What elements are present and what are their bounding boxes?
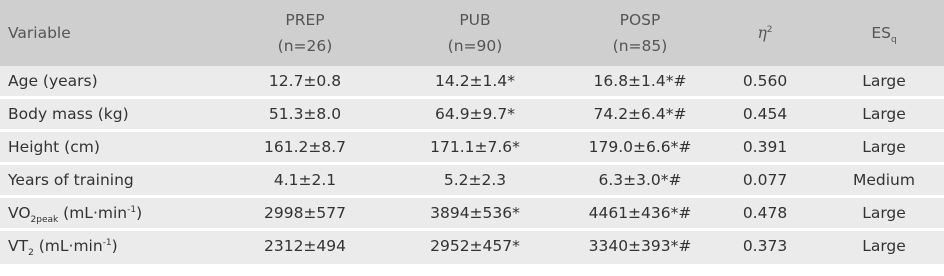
table-header bbox=[0, 0, 944, 66]
header-variable-label: Variable bbox=[8, 24, 71, 42]
cell-eta: 0.560 bbox=[742, 72, 788, 90]
es-text: ES bbox=[871, 24, 891, 42]
cell-prep: 2312±494 bbox=[263, 237, 347, 255]
es-subscript: q bbox=[890, 35, 897, 46]
header-eta-label bbox=[757, 20, 772, 46]
row-label: Height (cm) bbox=[8, 138, 100, 156]
header-posp-n: (n=85) bbox=[612, 37, 668, 55]
row-label: Age (years) bbox=[8, 72, 98, 90]
header-pub-n: (n=90) bbox=[447, 37, 503, 55]
header-posp bbox=[560, 0, 720, 66]
cell-es: Medium bbox=[853, 171, 915, 189]
cell-posp: 16.8±1.4*# bbox=[593, 72, 687, 90]
table-row bbox=[0, 99, 944, 132]
cell-eta: 0.077 bbox=[742, 171, 788, 189]
table-row bbox=[0, 198, 944, 231]
cell-es: Large bbox=[862, 204, 906, 222]
cell-prep: 2998±577 bbox=[263, 204, 347, 222]
cell-pub: 64.9±9.7* bbox=[435, 105, 515, 123]
row-label bbox=[8, 231, 118, 261]
table-row bbox=[0, 132, 944, 165]
cell-posp: 179.0±6.6*# bbox=[588, 138, 692, 156]
label-subscript: 2 bbox=[28, 248, 34, 259]
header-eta-squared bbox=[730, 0, 800, 66]
cell-prep: 4.1±2.1 bbox=[273, 171, 337, 189]
cell-posp: 6.3±3.0*# bbox=[598, 171, 682, 189]
label-superscript: -1 bbox=[127, 204, 137, 215]
cell-posp: 3340±393*# bbox=[588, 237, 692, 255]
label-unit: (mL·min bbox=[58, 204, 128, 222]
label-text: VO bbox=[8, 204, 31, 222]
cell-pub: 3894±536* bbox=[430, 204, 520, 222]
cell-eta: 0.454 bbox=[742, 105, 788, 123]
cell-pub: 14.2±1.4* bbox=[435, 72, 515, 90]
label-unit: (mL·min bbox=[33, 237, 103, 255]
header-pub bbox=[410, 0, 540, 66]
cell-posp: 74.2±6.4*# bbox=[593, 105, 687, 123]
header-prep-label: PREP bbox=[285, 11, 325, 29]
cell-es: Large bbox=[862, 138, 906, 156]
cell-eta: 0.373 bbox=[742, 237, 788, 255]
cell-pub: 171.1±7.6* bbox=[430, 138, 520, 156]
cell-eta: 0.391 bbox=[742, 138, 788, 156]
table-row bbox=[0, 66, 944, 99]
header-posp-label: POSP bbox=[619, 11, 661, 29]
header-effect-size bbox=[830, 0, 938, 66]
cell-es: Large bbox=[862, 72, 906, 90]
cell-pub: 2952±457* bbox=[430, 237, 520, 255]
label-superscript: -1 bbox=[102, 237, 112, 248]
label-close: ) bbox=[111, 237, 118, 255]
label-text: VT bbox=[8, 237, 29, 255]
table-row bbox=[0, 231, 944, 264]
cell-posp: 4461±436*# bbox=[588, 204, 692, 222]
row-label: Years of training bbox=[8, 171, 134, 189]
eta-symbol: η bbox=[757, 24, 767, 42]
header-prep-n: (n=26) bbox=[277, 37, 333, 55]
eta-superscript: 2 bbox=[766, 24, 773, 35]
cell-es: Large bbox=[862, 105, 906, 123]
cell-es: Large bbox=[862, 237, 906, 255]
row-label bbox=[8, 198, 142, 228]
label-close: ) bbox=[136, 204, 143, 222]
cell-prep: 51.3±8.0 bbox=[268, 105, 342, 123]
row-label: Body mass (kg) bbox=[8, 105, 129, 123]
label-subscript: 2peak bbox=[30, 215, 59, 226]
cell-prep: 12.7±0.8 bbox=[268, 72, 342, 90]
header-variable bbox=[8, 0, 71, 66]
header-prep bbox=[250, 0, 360, 66]
table-row bbox=[0, 165, 944, 198]
header-es-label bbox=[871, 20, 896, 46]
cell-eta: 0.478 bbox=[742, 204, 788, 222]
cell-pub: 5.2±2.3 bbox=[443, 171, 507, 189]
header-pub-label: PUB bbox=[459, 11, 491, 29]
cell-prep: 161.2±8.7 bbox=[263, 138, 346, 156]
